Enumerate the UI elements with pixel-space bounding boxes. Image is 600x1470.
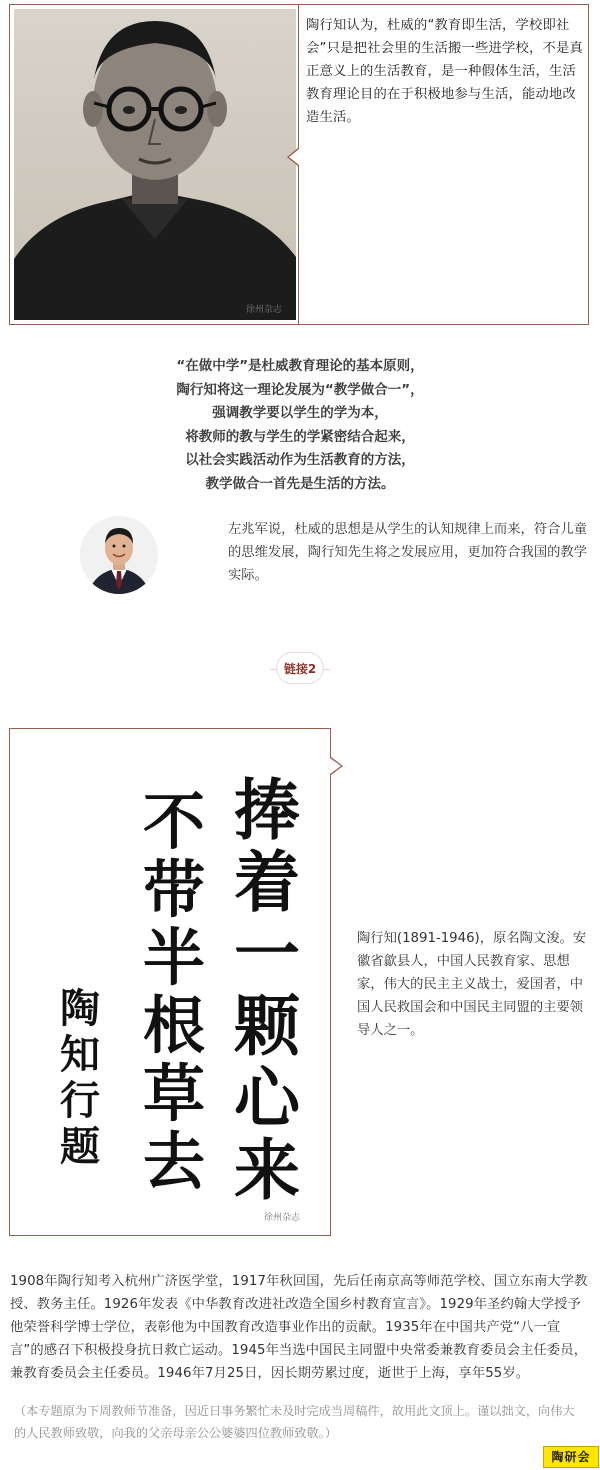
calligraphy-signature — [50, 986, 110, 1170]
biography-paragraph: 1908年陶行知考入杭州广济医学堂，1917年秋回国，先后任南京高等师范学校、国立东南大学教授、教务主任。1926年发表《中华教育改进社改造全国乡村教育宣言》。1929年圣约翰大学授予他荣誉科学博士学位，表彰他为中国教育改造事业作出的贡献。1935年在中国共产党“八一宣言”的感召下积极投身抗日救亡运动。1945年当选中国民主同盟中央常委兼教育委员会主任委员，兼教育委员会主任委员。1946年7月25日，因长期劳累过度，逝世于上海，享年55岁。 — [10, 1274, 588, 1381]
calligraphy-char: 草 — [142, 1057, 205, 1130]
avatar-illustration — [80, 516, 158, 594]
quote-line: 强调教学要以学生的学为本， — [212, 405, 388, 421]
signature-char: 题 — [60, 1123, 100, 1170]
signature-char: 陶 — [60, 985, 100, 1032]
calligraphy-char: 半 — [142, 921, 205, 994]
quote-line: “在做中学”是杜威教育理论的基本原则， — [176, 358, 424, 374]
portrait-photo — [14, 9, 296, 320]
signature-char: 行 — [60, 1077, 100, 1124]
portrait-illustration — [14, 9, 296, 320]
calligraphy-column-right — [217, 771, 317, 1209]
calligraphy-char: 去 — [142, 1125, 205, 1198]
calligraphy-char: 根 — [142, 989, 205, 1062]
calligraphy-char: 一 — [234, 915, 300, 993]
calligraphy-watermark: 徐州杂志 — [264, 1213, 301, 1223]
calligraphy-char: 捧 — [234, 771, 300, 849]
key-quote — [60, 355, 540, 496]
logo-stamp: 陶研会 — [543, 1446, 599, 1468]
calligraphy-char: 着 — [234, 843, 300, 921]
bubble-text: 陶行知认为，杜威的“教育即生活，学校即社会”只是把社会里的生活搬一些进学校，不是真正意义上的生活教育，是一种假体生活，生活教育理论目的在于积极地参与生活，能动地改造生活。 — [306, 18, 584, 125]
calligraphy-char: 来 — [234, 1131, 300, 1209]
quote-line: 陶行知将这一理论发展为“教学做合一”， — [176, 381, 424, 398]
commentary-text: 左兆军说，杜威的思想是从学生的认知规律上而来，符合儿童的思维发展，陶行知先生将之发展应用，更加符合我国的教学实际。 — [228, 522, 588, 583]
signature-char: 知 — [60, 1031, 100, 1078]
calligraphy-char: 不 — [142, 785, 205, 858]
calligraphy-char: 带 — [142, 853, 205, 926]
calligraphy-artwork — [12, 736, 328, 1230]
link-badge[interactable]: 链接2 — [276, 652, 324, 684]
calligraphy-pointer-fill — [330, 758, 341, 774]
calligraphy-column-middle — [124, 785, 224, 1198]
bio-text: 陶行知(1891-1946)，原名陶文浚。安徽省歙县人，中国人民教育家、思想家，伟大的民主主义战士，爱国者，中国人民救国会和中国民主同盟的主要领导人之一。 — [357, 931, 587, 1038]
avatar — [80, 516, 158, 594]
quote-line: 教学做合一首先是生活的方法。 — [205, 475, 395, 492]
quote-line: 以社会实践活动作为生活教育的方法， — [185, 452, 415, 468]
bubble-pointer-fill — [289, 149, 299, 165]
calligraphy-char: 颗 — [234, 987, 300, 1065]
calligraphy-char: 心 — [234, 1059, 300, 1137]
quote-line: 将教师的教与学生的学紧密结合起来， — [185, 428, 415, 445]
portrait-watermark: 徐州杂志 — [246, 305, 283, 315]
editor-note: （本专题原为下周教师节准备，因近日事务繁忙未及时完成当周稿件，故用此文顶上。谨以拙文，向伟大的人民教师致敬，向我的父亲母亲公公婆婆四位教师致敬。） — [14, 1404, 575, 1440]
